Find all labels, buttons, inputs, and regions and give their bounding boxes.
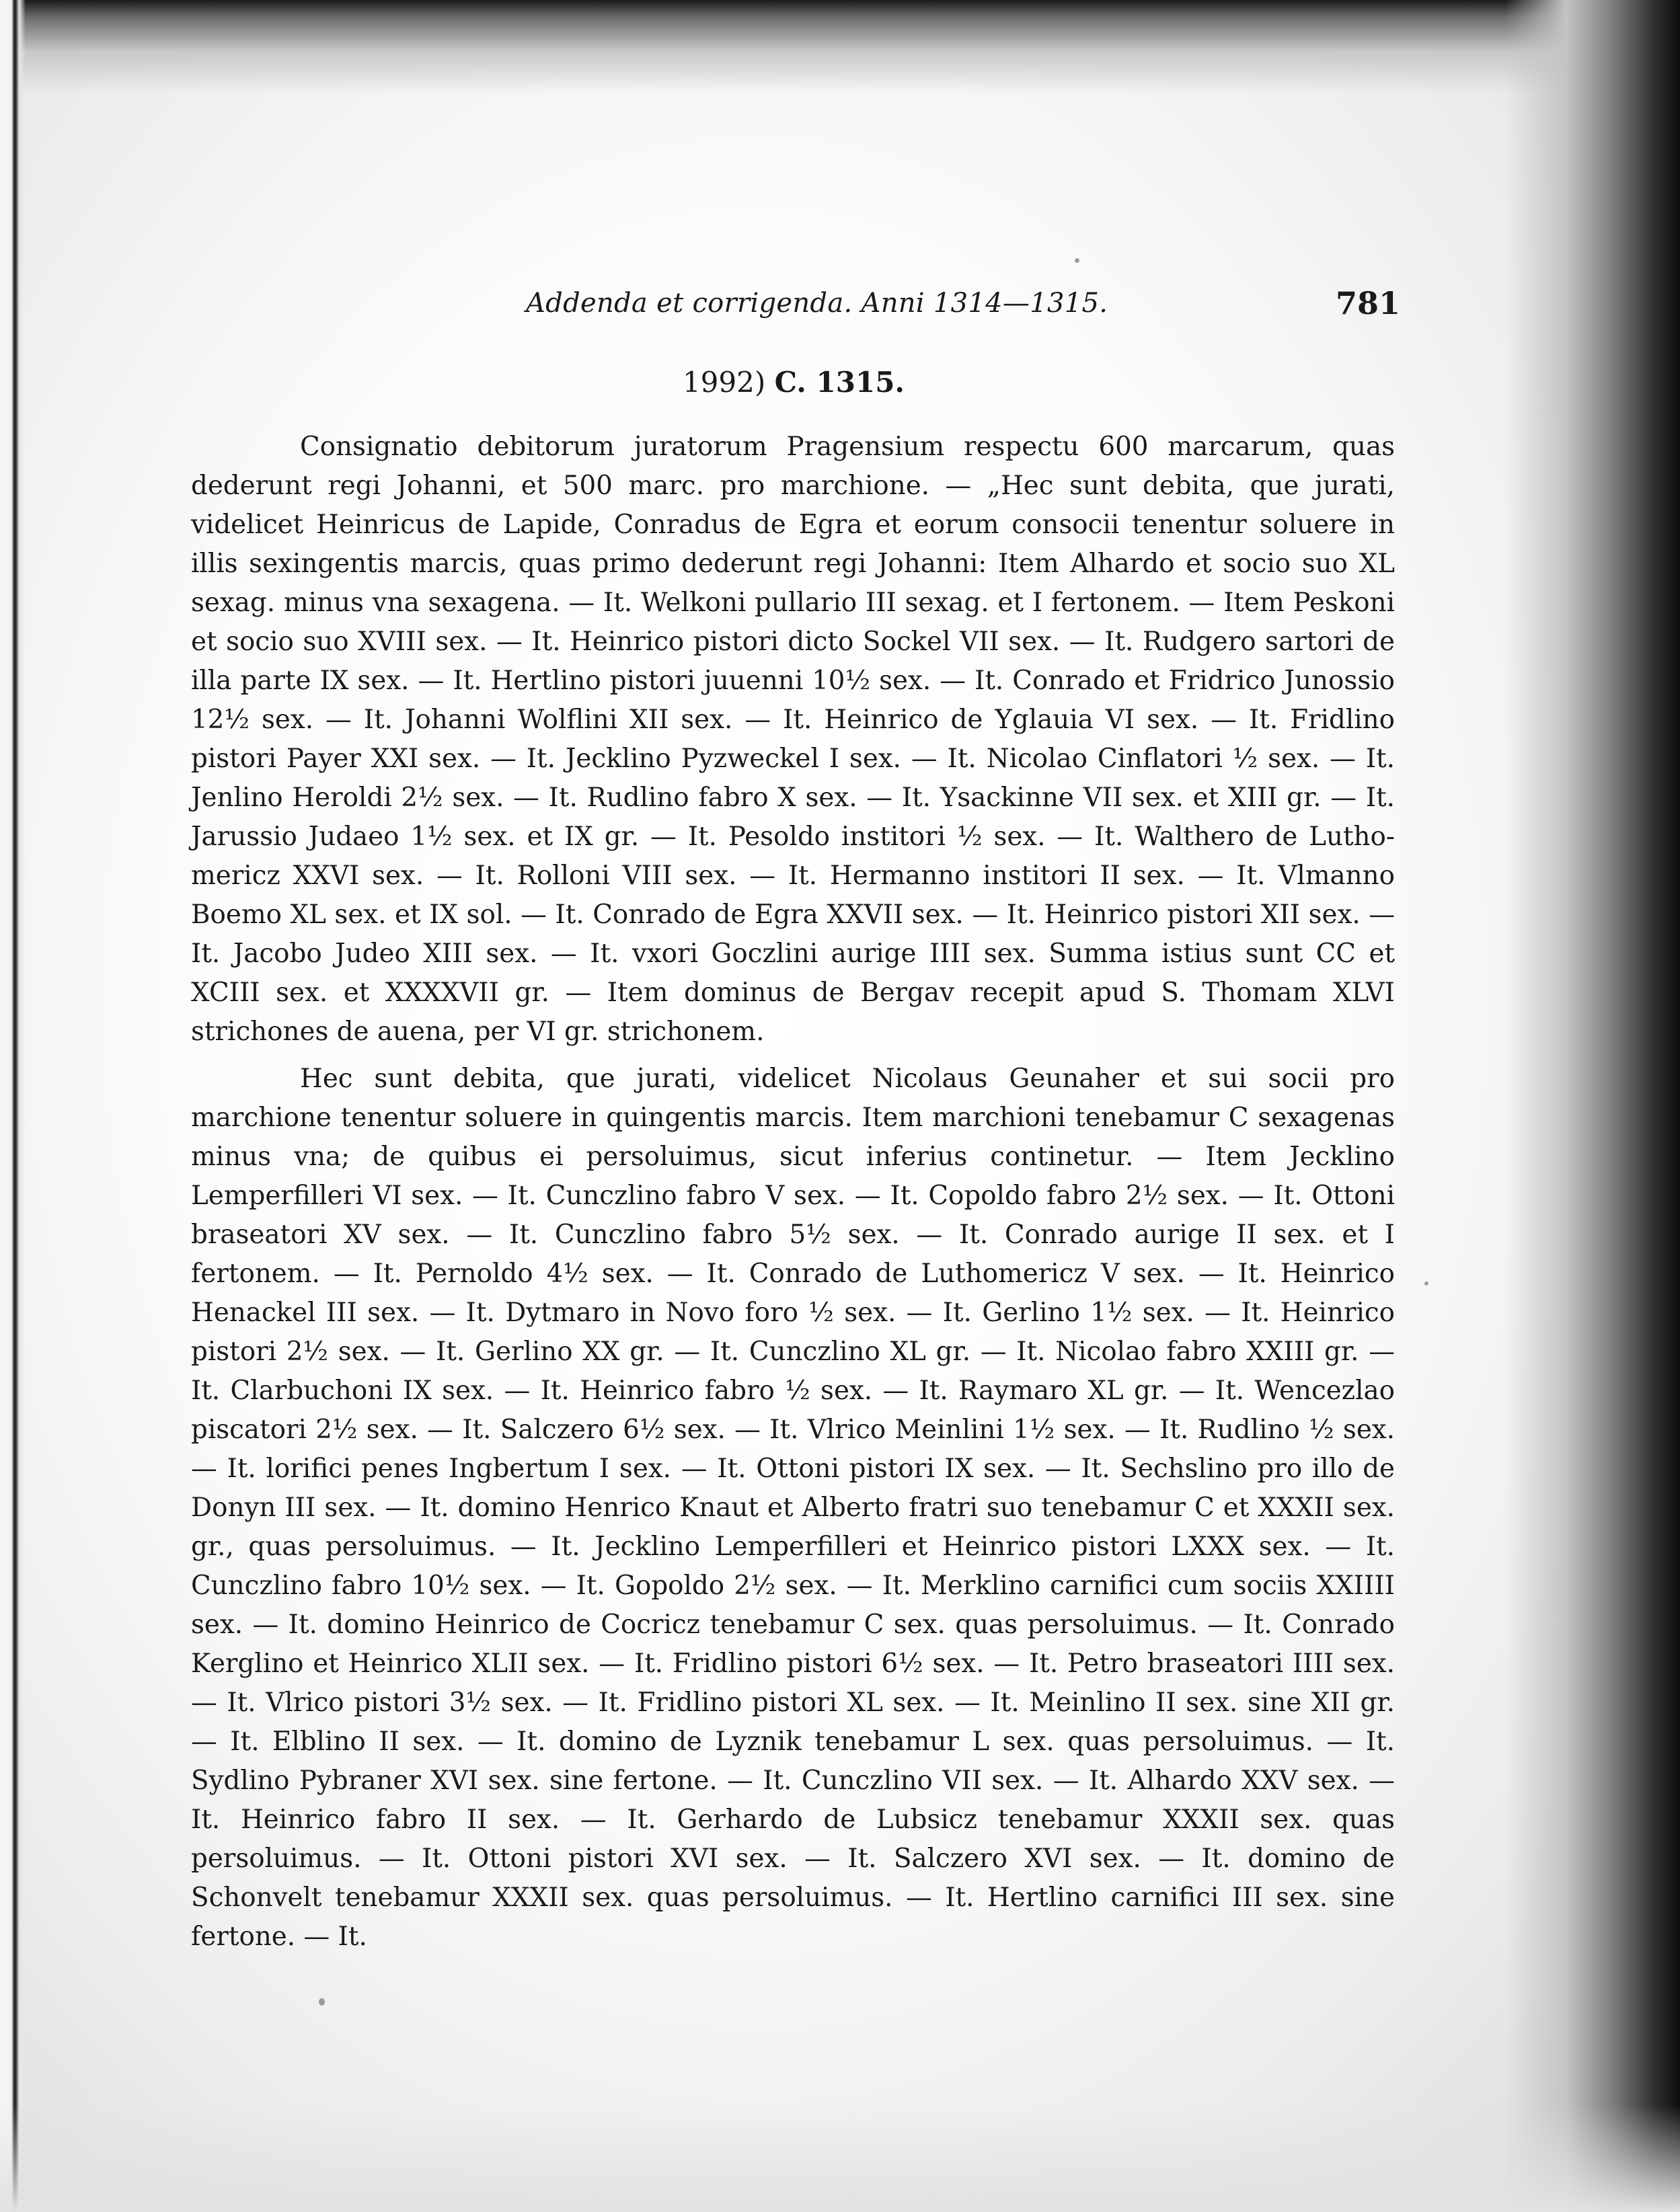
bottom-scan-shade	[0, 2104, 1680, 2212]
running-head: Addenda et corrigenda. Anni 1314—1315.	[526, 288, 1108, 319]
top-scan-shadow	[0, 0, 1680, 94]
right-scan-shadow	[1505, 0, 1680, 2212]
entry-number: 1992)	[682, 366, 766, 399]
dust-speck	[1424, 1281, 1428, 1286]
entry-heading	[188, 366, 1399, 399]
document-body	[191, 428, 1395, 1957]
paragraph-consignatio: Consignatio debitorum juratorum Pragensium respectu 600 marcarum, quas dederunt regi Johanni, et 500 marc. pro marchione. — „Hec sunt debita, que jurati, videlicet Heinricus de Lapide, Conradus de Egra et eorum consocii tenentur soluere in illis sexingentis marcis, quas primo dederunt regi Johanni: Item Alhardo et socio suo XL sexag. minus vna sexagena. — It. Welkoni pullario III sexag. et I fertonem. — Item Peskoni et socio suo XVIII sex. — It. Heinrico pistori dicto Sockel VII sex. — It. Rudgero sartori de illa parte IX sex. — It. Hertlino pistori juuenni 10½ sex. — It. Conrado et Fridrico Junossio 12½ sex. — It. Johanni Wolflini XII sex. — It. Heinrico de Yglauia VI sex. — It. Fridlino pistori Payer XXI sex. — It. Jecklino Pyzweckel I sex. — It. Nicolao Cinflatori ½ sex. — It. Jenlino Heroldi 2½ sex. — It. Rudlino fabro X sex. — It. Ysackinne VII sex. et XIII gr. — It. Jarussio Judaeo 1½ sex. et IX gr. — It. Pesoldo institori ½ sex. — It. Walthero de Luthomericz XXVI sex. — It. Rolloni VIII sex. — It. Hermanno institori II sex. — It. Vlmanno Boemo XL sex. et IX sol. — It. Conrado de Egra XXVII sex. — It. Heinrico pistori XII sex. — It. Jacobo Judeo XIII sex. — It. vxori Goczlini aurige IIII sex. Summa istius sunt CC et XCIII sex. et XXXXVII gr. — Item dominus de Bergav recepit apud S. Thomam XLVI strichones de auena, per VI gr. strichonem.	[191, 432, 1395, 1047]
left-page-edge	[0, 0, 26, 2212]
page-number: 781	[1335, 285, 1400, 321]
paragraph-debita-marchione: Hec sunt debita, que jurati, videlicet Nicolaus Geunaher et sui socii pro marchione tenentur soluere in quingentis marcis. Item marchioni tenebamur C sexagenas minus vna; de quibus ei persoluimus, sicut inferius continetur. — Item Jecklino Lemperfilleri VI sex. — It. Cunczlino fabro V sex. — It. Copoldo fabro 2½ sex. — It. Ottoni braseatori XV sex. — It. Cunczlino fabro 5½ sex. — It. Conrado aurige II sex. et I fertonem. — It. Pernoldo 4½ sex. — It. Conrado de Luthomericz V sex. — It. Heinrico Henackel III sex. — It. Dytmaro in Novo foro ½ sex. — It. Gerlino 1½ sex. — It. Heinrico pistori 2½ sex. — It. Gerlino XX gr. — It. Cunczlino XL gr. — It. Nicolao fabro XXIII gr. — It. Clarbuchoni IX sex. — It. Heinrico fabro ½ sex. — It. Raymaro XL gr. — It. Wencezlao piscatori 2½ sex. — It. Salczero 6½ sex. — It. Vlrico Meinlini 1½ sex. — It. Rudlino ½ sex. — It. lorifici penes Ingbertum I sex. — It. Ottoni pistori IX sex. — It. Sechslino pro illo de Donyn III sex. — It. domino Henrico Knaut et Alberto fratri suo tenebamur C et XXXII sex. gr., quas persoluimus. — It. Jecklino Lemperfilleri et Heinrico pistori LXXX sex. — It. Cunczlino fabro 10½ sex. — It. Gopoldo 2½ sex. — It. Merklino carnifici cum sociis XXIIII sex. — It. domino Heinrico de Cocricz tenebamur C sex. quas persoluimus. — It. Conrado Kerglino et Heinrico XLII sex. — It. Fridlino pistori 6½ sex. — It. Petro braseatori IIII sex. — It. Vlrico pistori 3½ sex. — It. Fridlino pistori XL sex. — It. Meinlino II sex. sine XII gr. — It. Elblino II sex. — It. domino de Lyznik tenebamur L sex. quas persoluimus. — It. Sydlino Pybraner XVI sex. sine fertone. — It. Cunczlino VII sex. — It. Alhardo XXV sex. — It. Heinrico fabro II sex. — It. Gerhardo de Lubsicz tenebamur XXXII sex. quas persoluimus. — It. Ottoni pistori XVI sex. — It. Salczero XVI sex. — It. domino de Schonvelt tenebamur XXXII sex. quas persoluimus. — It. Hertlino carnifici III sex. sine fertone. — It.	[191, 1064, 1395, 1952]
dust-speck	[1075, 258, 1079, 263]
dust-speck	[319, 1998, 325, 2006]
entry-date: C. 1315.	[774, 366, 905, 399]
page-header	[526, 281, 1400, 328]
